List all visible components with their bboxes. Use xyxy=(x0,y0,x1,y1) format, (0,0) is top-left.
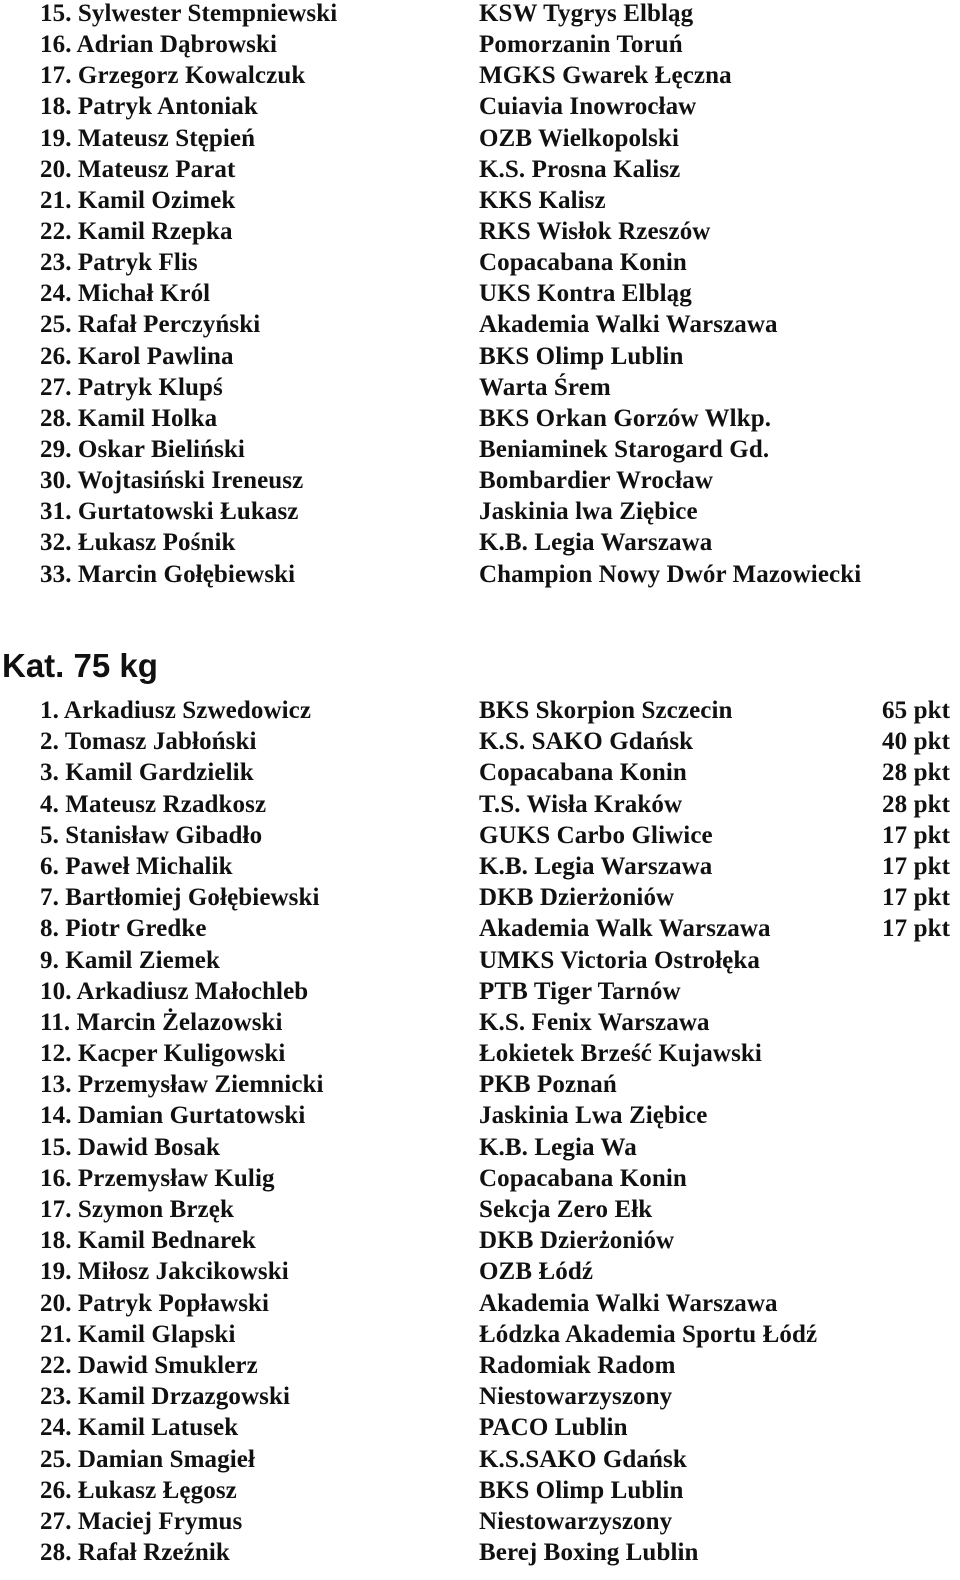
club-name: PTB Tiger Tarnów xyxy=(479,977,681,1005)
competitor-name: 26. Łukasz Łęgosz xyxy=(40,1476,237,1504)
club-name: BKS Olimp Lublin xyxy=(479,342,684,370)
club-name: K.S.SAKO Gdańsk xyxy=(479,1445,687,1473)
result-row xyxy=(0,1165,960,1196)
club-name: BKS Skorpion Szczecin xyxy=(479,697,733,724)
result-row xyxy=(0,1477,960,1508)
result-row xyxy=(0,436,960,467)
club-name: Jaskinia Lwa Ziębice xyxy=(479,1102,708,1130)
club-name: Bombardier Wrocław xyxy=(479,467,713,495)
club-name: Beniaminek Starogard Gd. xyxy=(479,435,770,463)
club-name: K.B. Legia Wa xyxy=(479,1133,637,1161)
club-name: UKS Kontra Elbląg xyxy=(479,280,692,308)
result-row xyxy=(0,759,960,790)
result-row xyxy=(0,1196,960,1227)
results-list-75kg xyxy=(0,697,960,1570)
competitor-name: 3. Kamil Gardzielik xyxy=(40,759,254,787)
competitor-name: 6. Paweł Michalik xyxy=(40,852,233,880)
club-name: K.B. Legia Warszawa xyxy=(479,852,713,880)
competitor-name: 19. Miłosz Jakcikowski xyxy=(40,1258,289,1286)
result-row xyxy=(0,93,960,124)
competitor-name: 13. Przemysław Ziemnicki xyxy=(40,1071,324,1099)
club-name: Akademia Walk Warszawa xyxy=(479,915,771,943)
result-row xyxy=(0,947,960,978)
competitor-name: 27. Patryk Klupś xyxy=(40,373,223,401)
competitor-name: 20. Mateusz Parat xyxy=(40,155,236,183)
competitor-name: 15. Dawid Bosak xyxy=(40,1133,221,1161)
competitor-name: 22. Kamil Rzepka xyxy=(40,217,233,245)
result-row xyxy=(0,1227,960,1258)
competitor-name: 29. Oskar Bieliński xyxy=(40,435,245,463)
club-name: MGKS Gwarek Łęczna xyxy=(479,62,732,90)
result-row xyxy=(0,1040,960,1071)
result-row xyxy=(0,978,960,1009)
result-row xyxy=(0,1071,960,1102)
competitor-name: 9. Kamil Ziemek xyxy=(40,946,220,974)
result-row xyxy=(0,343,960,374)
competitor-name: 7. Bartłomiej Gołębiewski xyxy=(40,884,320,912)
competitor-name: 27. Maciej Frymus xyxy=(40,1507,243,1535)
result-row xyxy=(0,1539,960,1570)
club-name: Niestowarzyszony xyxy=(479,1383,673,1411)
club-name: Copacabana Konin xyxy=(479,759,687,787)
result-row xyxy=(0,156,960,187)
result-row xyxy=(0,529,960,560)
competitor-name: 14. Damian Gurtatowski xyxy=(40,1102,306,1130)
club-name: K.B. Legia Warszawa xyxy=(479,529,713,557)
result-row xyxy=(0,1383,960,1414)
club-name: DKB Dzierżoniów xyxy=(479,1227,675,1255)
points-value: 28 pkt xyxy=(882,790,950,818)
result-row xyxy=(0,853,960,884)
club-name: Akademia Walki Warszawa xyxy=(479,311,778,339)
points-value: 65 pkt xyxy=(882,697,950,724)
result-row xyxy=(0,311,960,342)
club-name: OZB Łódź xyxy=(479,1258,594,1286)
result-row xyxy=(0,1414,960,1445)
competitor-name: 11. Marcin Żelazowski xyxy=(40,1008,283,1036)
club-name: Copacabana Konin xyxy=(479,249,687,277)
club-name: Radomiak Radom xyxy=(479,1351,676,1379)
club-name: Łokietek Brześć Kujawski xyxy=(479,1040,762,1068)
competitor-name: 17. Szymon Brzęk xyxy=(40,1196,234,1223)
result-row xyxy=(0,1508,960,1539)
competitor-name: 16. Przemysław Kulig xyxy=(40,1164,275,1192)
competitor-name: 18. Kamil Bednarek xyxy=(40,1227,256,1255)
result-row xyxy=(0,62,960,93)
competitor-name: 31. Gurtatowski Łukasz xyxy=(40,498,299,526)
club-name: T.S. Wisła Kraków xyxy=(479,790,683,818)
result-row xyxy=(0,915,960,946)
result-row xyxy=(0,125,960,156)
club-name: Akademia Walki Warszawa xyxy=(479,1289,778,1317)
result-row xyxy=(0,405,960,436)
points-value: 17 pkt xyxy=(882,852,950,880)
club-name: PACO Lublin xyxy=(479,1414,628,1442)
club-name: OZB Wielkopolski xyxy=(479,124,680,152)
competitor-name: 15. Sylwester Stempniewski xyxy=(40,0,338,27)
club-name: UMKS Victoria Ostrołęka xyxy=(479,946,760,974)
club-name: BKS Orkan Gorzów Wlkp. xyxy=(479,404,772,432)
result-row xyxy=(0,561,960,592)
result-row xyxy=(0,1352,960,1383)
result-row xyxy=(0,791,960,822)
competitor-name: 24. Kamil Latusek xyxy=(40,1414,239,1442)
result-row xyxy=(0,884,960,915)
competitor-name: 23. Patryk Flis xyxy=(40,249,198,277)
competitor-name: 26. Karol Pawlina xyxy=(40,342,234,370)
competitor-name: 22. Dawid Smuklerz xyxy=(40,1351,258,1379)
competitor-name: 33. Marcin Gołębiewski xyxy=(40,560,296,588)
result-row xyxy=(0,187,960,218)
category-heading: Kat. 75 kg xyxy=(2,647,158,684)
result-row xyxy=(0,374,960,405)
club-name: BKS Olimp Lublin xyxy=(479,1476,684,1504)
result-row xyxy=(0,1258,960,1289)
result-row xyxy=(0,728,960,759)
club-name: Niestowarzyszony xyxy=(479,1507,673,1535)
competitor-name: 20. Patryk Popławski xyxy=(40,1289,270,1317)
club-name: Sekcja Zero Ełk xyxy=(479,1196,653,1223)
competitor-name: 23. Kamil Drzazgowski xyxy=(40,1383,290,1411)
competitor-name: 5. Stanisław Gibadło xyxy=(40,821,263,849)
competitor-name: 18. Patryk Antoniak xyxy=(40,93,258,121)
club-name: Pomorzanin Toruń xyxy=(479,31,683,59)
result-row xyxy=(0,1009,960,1040)
club-name: K.S. SAKO Gdańsk xyxy=(479,728,694,756)
result-row xyxy=(0,1321,960,1352)
competitor-name: 21. Kamil Ozimek xyxy=(40,186,236,214)
competitor-name: 21. Kamil Glapski xyxy=(40,1320,236,1348)
club-name: K.S. Prosna Kalisz xyxy=(479,155,681,183)
competitor-name: 24. Michał Król xyxy=(40,280,211,308)
club-name: Copacabana Konin xyxy=(479,1164,687,1192)
points-value: 17 pkt xyxy=(882,821,950,849)
result-row xyxy=(0,498,960,529)
competitor-name: 4. Mateusz Rzadkosz xyxy=(40,790,267,818)
club-name: RKS Wisłok Rzeszów xyxy=(479,217,711,245)
competitor-name: 16. Adrian Dąbrowski xyxy=(40,31,278,59)
result-row xyxy=(0,1446,960,1477)
competitor-name: 1. Arkadiusz Szwedowicz xyxy=(40,697,312,724)
competitor-name: 8. Piotr Gredke xyxy=(40,915,207,943)
points-value: 17 pkt xyxy=(882,884,950,912)
result-row xyxy=(0,1134,960,1165)
result-row xyxy=(0,467,960,498)
club-name: Berej Boxing Lublin xyxy=(479,1539,699,1567)
points-value: 40 pkt xyxy=(882,728,950,756)
competitor-name: 19. Mateusz Stępień xyxy=(40,124,256,152)
club-name: Champion Nowy Dwór Mazowiecki xyxy=(479,560,862,588)
club-name: Łódzka Akademia Sportu Łódź xyxy=(479,1320,818,1348)
club-name: Warta Śrem xyxy=(479,373,611,401)
competitor-name: 30. Wojtasiński Ireneusz xyxy=(40,467,304,495)
club-name: Jaskinia lwa Ziębice xyxy=(479,498,698,526)
club-name: KKS Kalisz xyxy=(479,186,606,214)
competitor-name: 32. Łukasz Pośnik xyxy=(40,529,236,557)
results-list-continued xyxy=(0,0,960,592)
club-name: Cuiavia Inowrocław xyxy=(479,93,697,121)
result-row xyxy=(0,218,960,249)
club-name: KSW Tygrys Elbląg xyxy=(479,0,694,27)
result-row xyxy=(0,697,960,728)
points-value: 17 pkt xyxy=(882,915,950,943)
competitor-name: 2. Tomasz Jabłoński xyxy=(40,728,257,756)
result-row xyxy=(0,1290,960,1321)
competitor-name: 28. Kamil Holka xyxy=(40,404,218,432)
club-name: K.S. Fenix Warszawa xyxy=(479,1008,710,1036)
club-name: GUKS Carbo Gliwice xyxy=(479,821,713,849)
result-row xyxy=(0,31,960,62)
competitor-name: 25. Damian Smagieł xyxy=(40,1445,255,1473)
competitor-name: 12. Kacper Kuligowski xyxy=(40,1040,286,1068)
points-value: 28 pkt xyxy=(882,759,950,787)
competitor-name: 25. Rafał Perczyński xyxy=(40,311,261,339)
result-row xyxy=(0,249,960,280)
result-row xyxy=(0,0,960,31)
club-name: PKB Poznań xyxy=(479,1071,617,1099)
competitor-name: 10. Arkadiusz Małochleb xyxy=(40,977,309,1005)
competitor-name: 17. Grzegorz Kowalczuk xyxy=(40,62,306,90)
result-row xyxy=(0,822,960,853)
result-row xyxy=(0,1102,960,1133)
club-name: DKB Dzierżoniów xyxy=(479,884,675,912)
competitor-name: 28. Rafał Rzeźnik xyxy=(40,1539,230,1567)
result-row xyxy=(0,280,960,311)
